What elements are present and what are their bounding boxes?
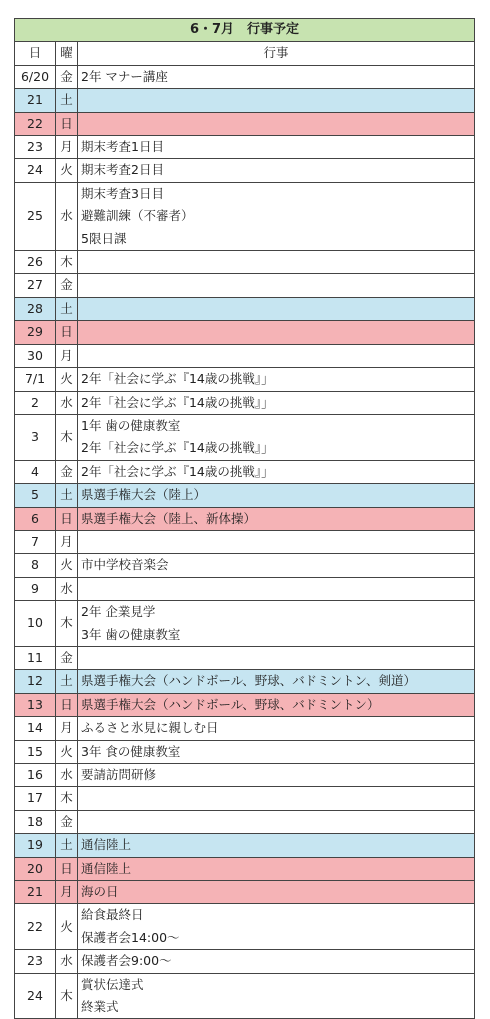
event-text xyxy=(81,531,474,553)
row-weekday: 日 xyxy=(56,693,78,716)
row-day: 17 xyxy=(15,787,56,810)
schedule-row xyxy=(15,530,475,553)
row-weekday: 火 xyxy=(56,368,78,391)
schedule-row xyxy=(15,857,475,880)
row-weekday: 金 xyxy=(56,65,78,88)
row-weekday: 日 xyxy=(56,321,78,344)
schedule-row xyxy=(15,904,475,950)
event-text xyxy=(81,298,474,320)
row-day: 10 xyxy=(15,601,56,647)
row-day: 23 xyxy=(15,136,56,159)
schedule-row xyxy=(15,391,475,414)
event-text xyxy=(81,787,474,809)
row-day: 14 xyxy=(15,717,56,740)
event-text: 給食最終日 xyxy=(81,907,144,923)
schedule-row xyxy=(15,507,475,530)
row-day: 3 xyxy=(15,414,56,460)
row-day: 9 xyxy=(15,577,56,600)
row-day: 22 xyxy=(15,904,56,950)
row-day: 4 xyxy=(15,460,56,483)
schedule-row xyxy=(15,973,475,1019)
schedule-row xyxy=(15,787,475,810)
schedule-row xyxy=(15,834,475,857)
schedule-row xyxy=(15,297,475,320)
event-text xyxy=(81,321,474,343)
row-day: 13 xyxy=(15,693,56,716)
row-events xyxy=(78,554,475,577)
row-day: 23 xyxy=(15,950,56,973)
row-events xyxy=(78,112,475,135)
header-row xyxy=(15,42,475,65)
row-day: 12 xyxy=(15,670,56,693)
row-day: 16 xyxy=(15,764,56,787)
event-text: 期末考査2日目 xyxy=(81,162,164,178)
row-events xyxy=(78,693,475,716)
schedule-row xyxy=(15,321,475,344)
schedule-row xyxy=(15,136,475,159)
event-text: 2年「社会に学ぶ『14歳の挑戦』」 xyxy=(81,371,274,387)
schedule-row xyxy=(15,670,475,693)
row-weekday: 木 xyxy=(56,414,78,460)
row-weekday: 水 xyxy=(56,182,78,250)
row-events xyxy=(78,507,475,530)
row-weekday: 土 xyxy=(56,297,78,320)
event-text: 県選手権大会（ハンドボール、野球、バドミントン） xyxy=(81,696,380,712)
event-text: 市中学校音楽会 xyxy=(81,557,169,573)
event-text: 保護者会14:00～ xyxy=(81,929,180,945)
row-day: 27 xyxy=(15,274,56,297)
event-text: 保護者会9:00～ xyxy=(81,953,172,969)
schedule-row xyxy=(15,717,475,740)
row-events xyxy=(78,646,475,669)
row-weekday: 土 xyxy=(56,834,78,857)
schedule-table xyxy=(14,18,475,1019)
row-day: 6 xyxy=(15,507,56,530)
row-day: 7 xyxy=(15,530,56,553)
row-day: 29 xyxy=(15,321,56,344)
row-events xyxy=(78,717,475,740)
row-day: 2 xyxy=(15,391,56,414)
row-events xyxy=(78,321,475,344)
row-weekday: 火 xyxy=(56,904,78,950)
row-events xyxy=(78,601,475,647)
schedule-title: 6・7月 行事予定 xyxy=(15,19,475,42)
row-events xyxy=(78,297,475,320)
row-weekday: 月 xyxy=(56,344,78,367)
schedule-row xyxy=(15,554,475,577)
event-text xyxy=(81,113,474,135)
schedule-row xyxy=(15,601,475,647)
event-text: 通信陸上 xyxy=(81,837,132,853)
schedule-row xyxy=(15,251,475,274)
row-events xyxy=(78,577,475,600)
row-weekday: 金 xyxy=(56,274,78,297)
row-weekday: 月 xyxy=(56,717,78,740)
row-day: 22 xyxy=(15,112,56,135)
schedule-sheet xyxy=(14,18,474,1019)
schedule-row xyxy=(15,764,475,787)
row-events xyxy=(78,414,475,460)
row-day: 24 xyxy=(15,973,56,1019)
event-text: 賞状伝達式 xyxy=(81,976,144,992)
event-text: 終業式 xyxy=(81,999,119,1015)
schedule-row xyxy=(15,112,475,135)
schedule-row xyxy=(15,344,475,367)
schedule-row xyxy=(15,646,475,669)
row-weekday: 水 xyxy=(56,950,78,973)
header-weekday: 曜 xyxy=(56,42,78,65)
row-weekday: 木 xyxy=(56,787,78,810)
event-text xyxy=(81,647,474,669)
row-weekday: 木 xyxy=(56,601,78,647)
row-events xyxy=(78,810,475,833)
row-weekday: 水 xyxy=(56,764,78,787)
row-day: 21 xyxy=(15,89,56,112)
schedule-row xyxy=(15,414,475,460)
row-events xyxy=(78,857,475,880)
row-events xyxy=(78,65,475,88)
event-text: 避難訓練（不審者） xyxy=(81,208,194,224)
row-day: 24 xyxy=(15,159,56,182)
row-weekday: 月 xyxy=(56,881,78,904)
schedule-row xyxy=(15,159,475,182)
schedule-row xyxy=(15,484,475,507)
row-day: 11 xyxy=(15,646,56,669)
row-day: 25 xyxy=(15,182,56,250)
row-day: 15 xyxy=(15,740,56,763)
row-events xyxy=(78,159,475,182)
row-events xyxy=(78,274,475,297)
schedule-row xyxy=(15,182,475,250)
event-text: 期末考査3日目 xyxy=(81,185,164,201)
row-weekday: 木 xyxy=(56,973,78,1019)
row-events xyxy=(78,484,475,507)
header-day: 日 xyxy=(15,42,56,65)
row-weekday: 水 xyxy=(56,577,78,600)
row-events xyxy=(78,670,475,693)
row-events xyxy=(78,904,475,950)
event-text: 2年 マナー講座 xyxy=(81,68,168,84)
row-weekday: 土 xyxy=(56,484,78,507)
row-events xyxy=(78,787,475,810)
event-text: 県選手権大会（陸上、新体操） xyxy=(81,510,257,526)
row-day: 30 xyxy=(15,344,56,367)
row-weekday: 月 xyxy=(56,530,78,553)
row-events xyxy=(78,834,475,857)
header-event: 行事 xyxy=(78,42,475,65)
event-text: 3年 食の健康教室 xyxy=(81,743,181,759)
schedule-row xyxy=(15,577,475,600)
row-events xyxy=(78,764,475,787)
row-events xyxy=(78,530,475,553)
row-events xyxy=(78,881,475,904)
row-events xyxy=(78,391,475,414)
row-day: 8 xyxy=(15,554,56,577)
event-text: 県選手権大会（陸上） xyxy=(81,487,207,503)
schedule-row xyxy=(15,950,475,973)
title-row xyxy=(15,19,475,42)
row-events xyxy=(78,973,475,1019)
row-events xyxy=(78,344,475,367)
row-weekday: 金 xyxy=(56,810,78,833)
row-day: 26 xyxy=(15,251,56,274)
schedule-row xyxy=(15,89,475,112)
schedule-row xyxy=(15,65,475,88)
schedule-row xyxy=(15,693,475,716)
row-events xyxy=(78,136,475,159)
schedule-row xyxy=(15,810,475,833)
row-events xyxy=(78,89,475,112)
schedule-row xyxy=(15,274,475,297)
event-text: 3年 歯の健康教室 xyxy=(81,626,181,642)
event-text: 県選手権大会（ハンドボール、野球、バドミントン、剣道） xyxy=(81,673,417,689)
row-weekday: 月 xyxy=(56,136,78,159)
row-day: 20 xyxy=(15,857,56,880)
row-weekday: 日 xyxy=(56,507,78,530)
event-text: 要請訪問研修 xyxy=(81,767,157,782)
row-weekday: 火 xyxy=(56,159,78,182)
row-weekday: 土 xyxy=(56,89,78,112)
event-text: 2年「社会に学ぶ『14歳の挑戦』」 xyxy=(81,394,274,410)
event-text xyxy=(81,251,474,273)
row-day: 5 xyxy=(15,484,56,507)
event-text xyxy=(81,345,474,367)
row-weekday: 火 xyxy=(56,740,78,763)
event-text xyxy=(81,274,474,296)
row-day: 19 xyxy=(15,834,56,857)
event-text: 5限日課 xyxy=(81,230,127,246)
event-text: 2年「社会に学ぶ『14歳の挑戦』」 xyxy=(81,440,274,456)
event-text: 2年 企業見学 xyxy=(81,604,156,620)
row-events xyxy=(78,251,475,274)
event-text: 海の日 xyxy=(81,884,119,900)
row-day: 7/1 xyxy=(15,368,56,391)
schedule-row xyxy=(15,740,475,763)
row-events xyxy=(78,460,475,483)
row-weekday: 金 xyxy=(56,646,78,669)
event-text: 通信陸上 xyxy=(81,860,132,876)
event-text xyxy=(81,811,474,833)
row-weekday: 木 xyxy=(56,251,78,274)
row-weekday: 金 xyxy=(56,460,78,483)
event-text: 1年 歯の健康教室 xyxy=(81,417,181,433)
row-events xyxy=(78,740,475,763)
row-weekday: 火 xyxy=(56,554,78,577)
row-day: 21 xyxy=(15,881,56,904)
row-day: 28 xyxy=(15,297,56,320)
row-events xyxy=(78,368,475,391)
event-text xyxy=(81,578,474,600)
schedule-row xyxy=(15,460,475,483)
schedule-row xyxy=(15,881,475,904)
row-day: 6/20 xyxy=(15,65,56,88)
row-weekday: 日 xyxy=(56,857,78,880)
event-text: 2年「社会に学ぶ『14歳の挑戦』」 xyxy=(81,463,274,479)
schedule-row xyxy=(15,368,475,391)
row-weekday: 土 xyxy=(56,670,78,693)
row-weekday: 水 xyxy=(56,391,78,414)
row-events xyxy=(78,182,475,250)
event-text: ふるさと氷見に親しむ日 xyxy=(81,720,219,736)
row-day: 18 xyxy=(15,810,56,833)
event-text: 期末考査1日目 xyxy=(81,139,164,155)
row-weekday: 日 xyxy=(56,112,78,135)
row-events xyxy=(78,950,475,973)
event-text xyxy=(81,89,474,111)
